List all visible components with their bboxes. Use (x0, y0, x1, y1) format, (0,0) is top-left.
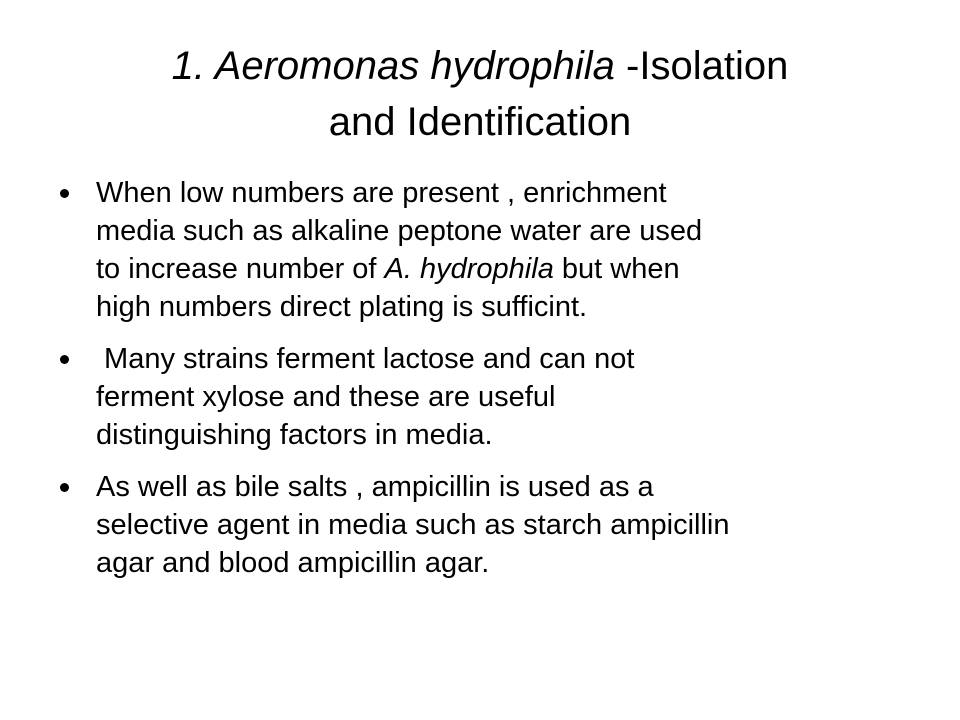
bullet-item-enrichment (60, 174, 900, 326)
title-line-2: and Identification (328, 100, 632, 144)
bullet-line (96, 250, 900, 288)
bullet-dot-icon (60, 483, 69, 492)
bullet-line: As well as bile salts , ampicillin is used as a (96, 471, 654, 503)
title-rest: -Isolation (614, 44, 789, 88)
bullet-item-selective-agent (60, 468, 900, 582)
species-name: A. hydrophila (384, 253, 554, 285)
bullet-line: agar and blood ampicillin agar. (96, 547, 490, 579)
bullet-line: ferment xylose and these are useful (96, 381, 556, 413)
bullet-line: Many strains ferment lactose and can not (96, 343, 635, 375)
title-line-1 (60, 38, 900, 94)
bullet-line-pre: to increase number of (96, 253, 385, 285)
bullet-line-post: but when (553, 253, 680, 285)
title-number: 1. (171, 44, 215, 88)
bullet-text (96, 340, 900, 454)
bullet-line: media such as alkaline peptone water are used (96, 215, 703, 247)
title-species: Aeromonas hydrophila (214, 44, 615, 88)
bullet-text (96, 468, 900, 582)
bullet-line: selective agent in media such as starch ampicillin (96, 509, 730, 541)
bullet-line: high numbers direct plating is sufficint. (96, 291, 588, 323)
bullet-dot-icon (60, 355, 69, 364)
slide-title (60, 38, 900, 150)
bullet-item-fermentation (60, 340, 900, 454)
bullet-line: When low numbers are present , enrichment (96, 177, 667, 209)
bullet-line: distinguishing factors in media. (96, 419, 493, 451)
bullet-list (60, 174, 900, 596)
bullet-dot-icon (60, 189, 69, 198)
bullet-text (96, 174, 900, 326)
